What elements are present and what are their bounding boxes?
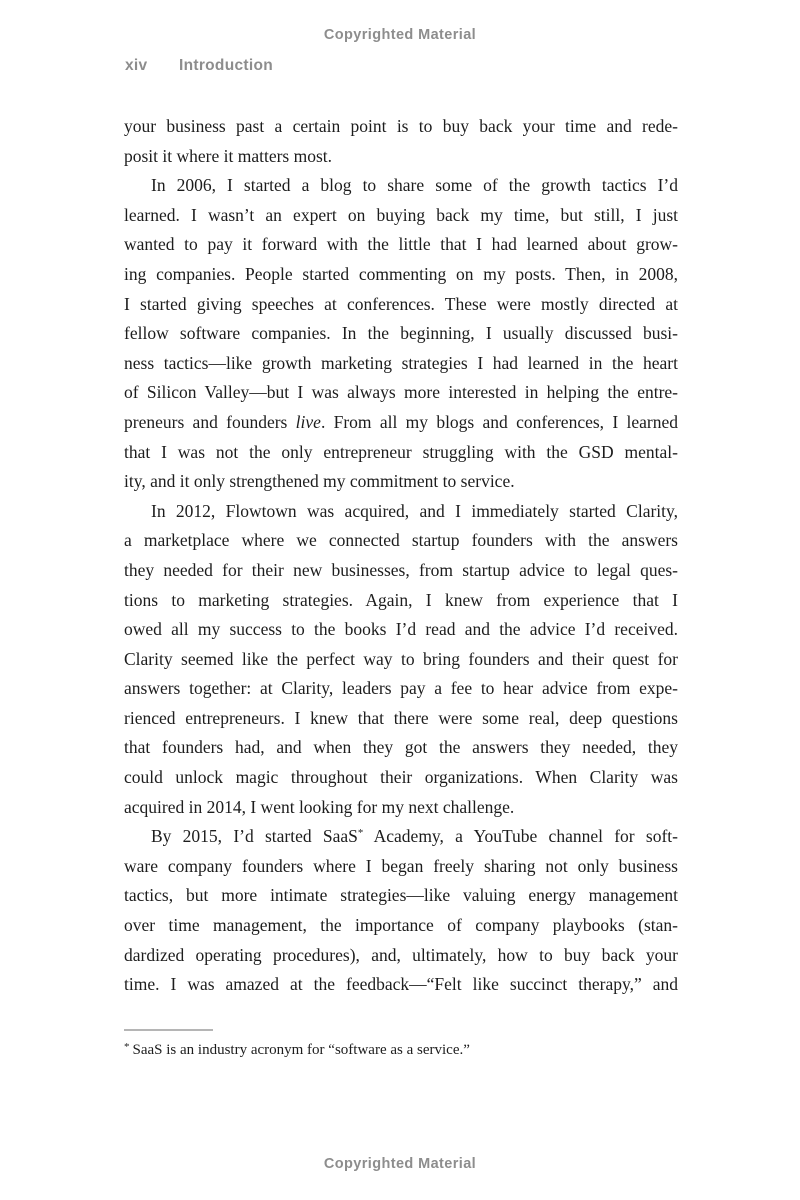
body-line: time. I was amazed at the feedback—“Felt like succinct therapy,” and	[124, 974, 678, 995]
body-line: a marketplace where we connected startup founders with the answers	[124, 530, 678, 551]
copyright-watermark-top: Copyrighted Material	[323, 27, 477, 43]
body-line: wanted to pay it forward with the little that I had learned about grow-	[124, 234, 678, 255]
body-line: acquired in 2014, I went looking for my next challenge.	[124, 796, 515, 817]
body-line: owed all my success to the books I’d read and the advice I’d received.	[124, 619, 678, 640]
body-line: In 2012, Flowtown was acquired, and I immediately started Clarity,	[151, 500, 678, 521]
body-line: tactics, but more intimate strategies—like valuing energy management	[124, 885, 678, 906]
page-number: xiv	[125, 57, 148, 74]
body-line: In 2006, I started a blog to share some of the growth tactics I’d	[151, 175, 678, 196]
footnote-text: SaaS is an industry acronym for “software as a service.”	[132, 1042, 470, 1058]
chapter-title: Introduction	[179, 57, 273, 74]
copyright-watermark-bottom: Copyrighted Material	[323, 1156, 477, 1172]
body-line: over time management, the importance of company playbooks (stan-	[124, 915, 678, 936]
body-line: ing companies. People started commenting on my posts. Then, in 2008,	[124, 263, 678, 284]
body-line: ity, and it only strengthened my commitment to service.	[124, 471, 515, 492]
footnote-marker: *	[124, 1041, 130, 1053]
body-line: rienced entrepreneurs. I knew that there were some real, deep questions	[124, 707, 678, 728]
body-line: fellow software companies. In the beginning, I usually discussed busi-	[124, 323, 678, 344]
body-line: tions to marketing strategies. Again, I knew from experience that I	[124, 589, 678, 610]
body-line: posit it where it matters most.	[124, 145, 333, 166]
body-line: dardized operating procedures), and, ultimately, how to buy back your	[124, 944, 678, 965]
body-text	[124, 112, 678, 1000]
footnote	[124, 1036, 678, 1061]
body-line: ness tactics—like growth marketing strategies I had learned in the heart	[124, 352, 678, 373]
body-line: By 2015, I’d started SaaS* Academy, a YouTube channel for soft-	[151, 826, 678, 847]
body-line: that founders had, and when they got the answers they needed, they	[124, 737, 678, 758]
body-line: Clarity seemed like the perfect way to bring founders and their quest for	[124, 648, 678, 669]
body-line: I started giving speeches at conferences. These were mostly directed at	[124, 293, 678, 314]
body-line: answers together: at Clarity, leaders pay a fee to hear advice from expe-	[124, 678, 678, 699]
body-line: learned. I wasn’t an expert on buying back my time, but still, I just	[124, 204, 678, 225]
body-line: your business past a certain point is to buy back your time and rede-	[124, 116, 678, 136]
footnote-divider	[124, 1029, 213, 1031]
body-line: ware company founders where I began freely sharing not only business	[124, 855, 678, 876]
body-line: preneurs and founders live. From all my blogs and conferences, I learned	[124, 411, 678, 432]
body-line: of Silicon Valley—but I was always more interested in helping the entre-	[124, 382, 678, 403]
body-line: that I was not the only entrepreneur struggling with the GSD mental-	[124, 441, 678, 462]
body-line: could unlock magic throughout their organizations. When Clarity was	[124, 767, 678, 788]
body-line: they needed for their new businesses, from startup advice to legal ques-	[124, 559, 678, 580]
